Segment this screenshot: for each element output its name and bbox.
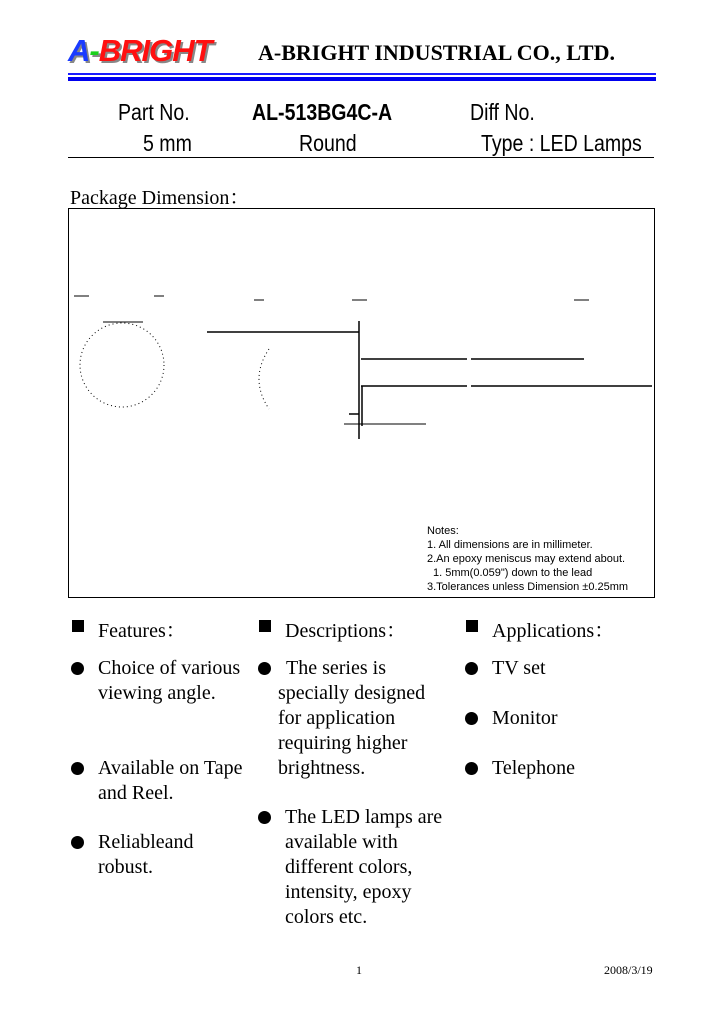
note-item: 3.Tolerances unless Dimension ±0.25mm [427,581,629,593]
applications-title: Applications： [492,620,615,642]
note-item: 1. All dimensions are in millimeter. [427,539,593,551]
square-bullet-icon [72,620,84,632]
feature-item: Reliableand robust. [98,831,194,878]
bullet-icon [465,662,478,675]
package-dimension-title: Package Dimension： [70,187,250,209]
company-name: A-BRIGHT INDUSTRIAL CO., LTD. [258,40,615,65]
square-bullet-icon [466,620,478,632]
bullet-icon [465,762,478,775]
square-bullet-icon [259,620,271,632]
bullet-icon [258,811,271,824]
descriptions-title: Descriptions： [285,620,407,642]
part-number: AL-513BG4C-A [252,99,393,125]
title-underline [68,157,654,158]
application-item: TV set [492,657,546,679]
type: Type : LED Lamps [481,130,642,156]
application-item: Telephone [492,757,576,779]
a-bright-logo: A-BRIGHT [68,33,212,68]
feature-item: Choice of various viewing angle. [98,657,241,704]
bullet-icon [71,762,84,775]
bullet-icon [258,662,271,675]
bullet-icon [71,662,84,675]
notes-heading: Notes: [427,525,459,537]
shape: Round [299,130,357,156]
application-item: Monitor [492,707,558,729]
description-item: The series is specially designed for application requiring higher brightness. [278,657,426,779]
features-title: Features： [98,620,186,642]
document-date: 2008/3/19 [604,963,653,977]
bullet-icon [71,836,84,849]
part-no-label: Part No. [118,99,190,125]
page-number: 1 [356,963,362,977]
size: 5 mm [143,130,192,156]
description-item: The LED lamps are available with different colors, intensity, epoxy colors etc. [285,806,443,928]
header-divider-thick [68,77,656,81]
notes [427,524,628,594]
diff-no-label: Diff No. [470,99,535,125]
note-item: 1. 5mm(0.059") down to the lead [433,567,593,579]
led-top-view [80,323,164,407]
feature-item: Available on Tape and Reel. [98,757,243,804]
note-item: 2.An epoxy meniscus may extend about. [427,553,626,565]
header-divider [68,73,656,75]
bullet-icon [465,712,478,725]
